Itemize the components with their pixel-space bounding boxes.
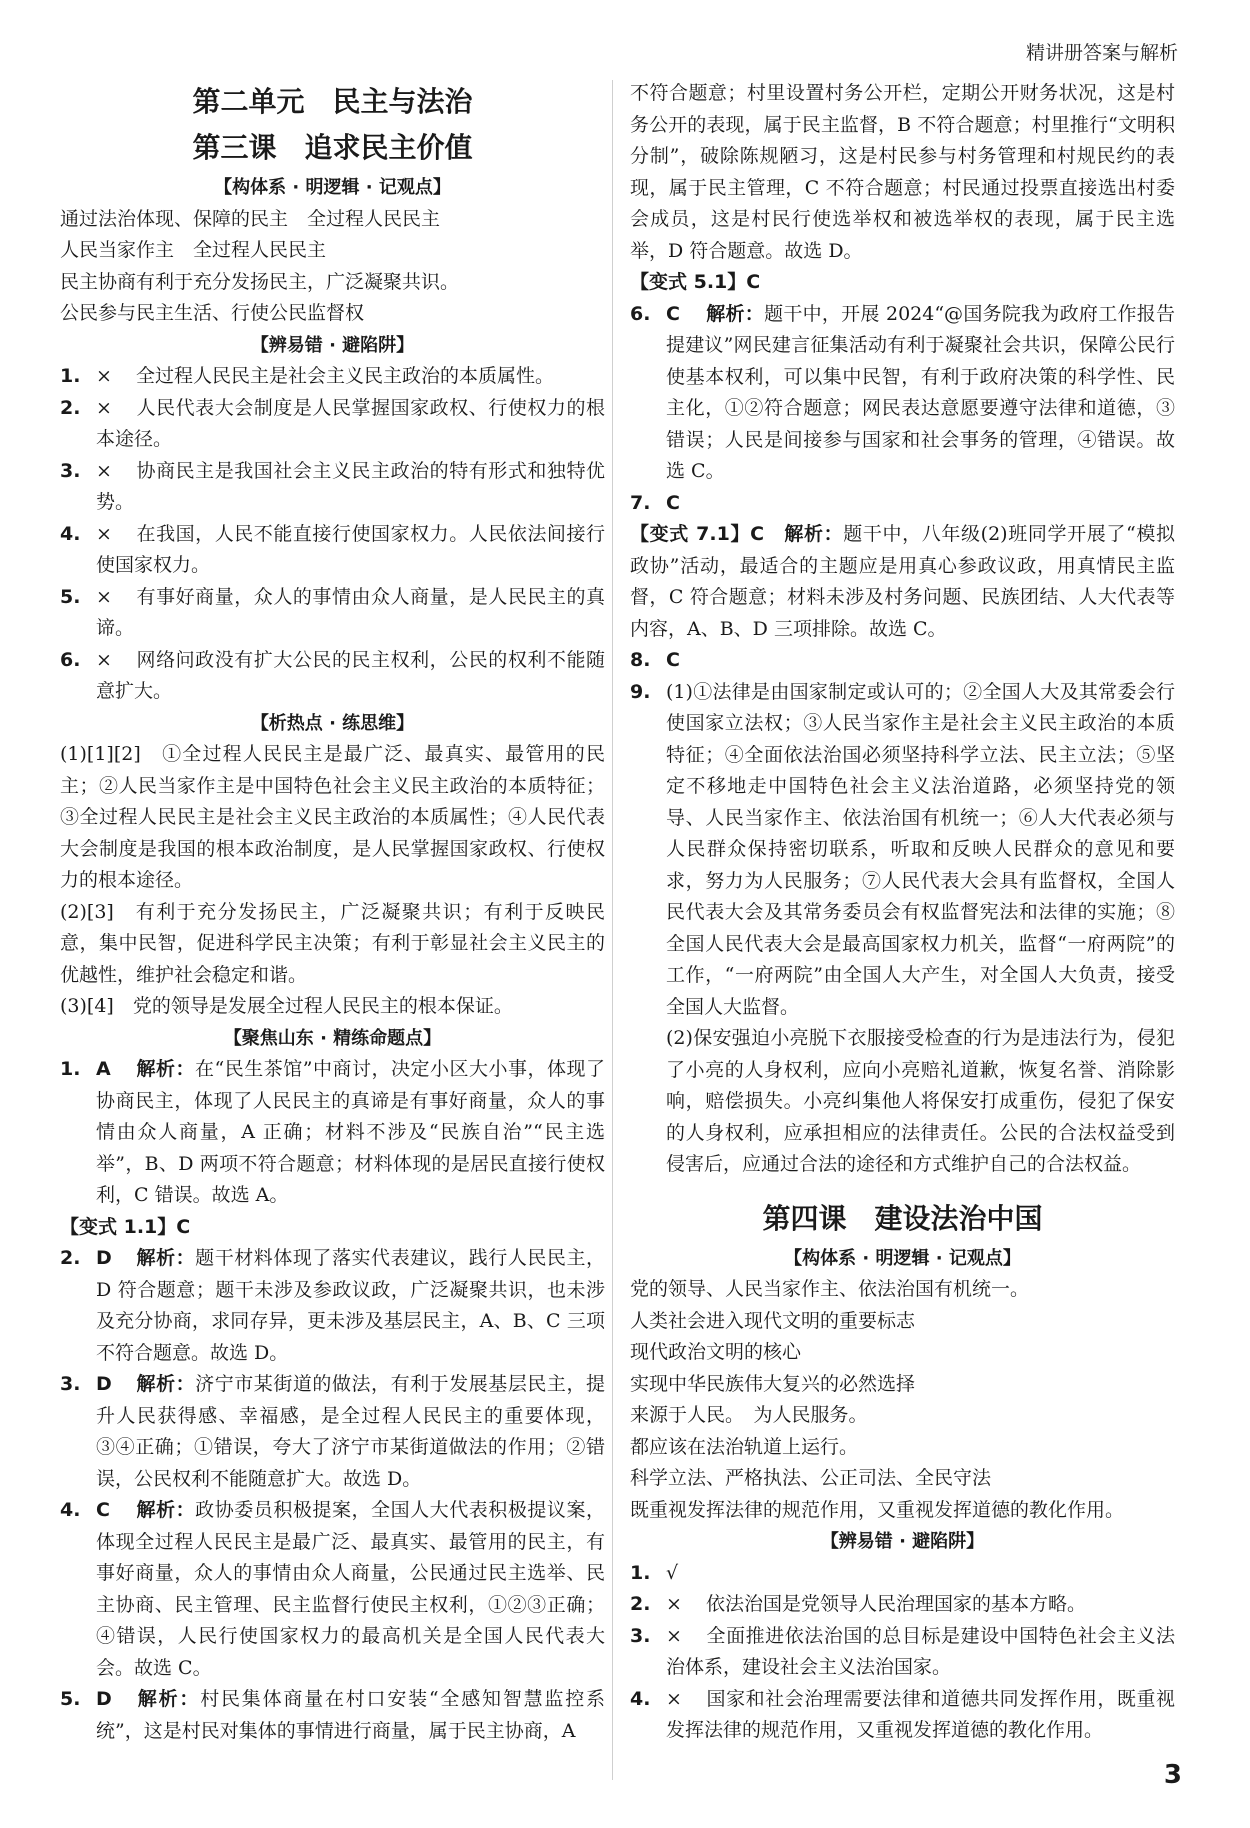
summary-line: 人民当家作主 全过程人民民主 [60,239,327,261]
summary-line: 公民参与民主生活、行使公民监督权 [60,302,365,324]
analysis-label: 解析： [136,1373,196,1395]
error-item [630,1684,1175,1747]
item-number: 2. [630,1593,651,1615]
item-text: 有事好商量，众人的事情由众人商量，是人民民主的真谛。 [96,585,605,639]
answer-item [60,1369,605,1495]
analysis-text: 题干中，八年级(2)班同学开展了“模拟政协”活动，最适合的主题应是用真心参政议政，用真情民主监督，C 符合题意；材料未涉及村务问题、民族团结、人大代表等内容，A、B、D 三项排除。故选 C。 [630,523,1175,640]
error-item [630,1558,1175,1590]
summary-line: 都应该在法治轨道上运行。 [630,1435,859,1458]
analysis-label: 解析： [136,1247,196,1269]
answer-item [630,645,1175,677]
analysis-continued: 不符合题意；村里设置村务公开栏，定期公开财务状况，这是村务公开的表现，属于民主监督，B 不符合题意；村里推行“文明积分制”，破除陈规陋习，这是村民参与村务管理和村规民约的表现，属于民主管理，C 不符合题意；村民通过投票直接选出村委会成员，这是村民行使选举权和被选举权的表现，属于民主选举，D 符合题意。故选 D。 [630,82,1175,262]
item-text: 网络问政没有扩大公民的民主权利，公民的权利不能随意扩大。 [96,648,605,702]
analysis-paragraph: (2)[3] 有利于充分发扬民主，广泛凝聚共识；有利于反映民意，集中民智，促进科学民主决策；有利于彰显社会主义民主的优越性，维护社会稳定和谐。 [60,900,605,986]
answer-item [630,677,1175,1181]
variant-answer: 【变式 1.1】C [60,1215,191,1238]
summary-line: 现代政治文明的核心 [630,1341,802,1363]
error-item [60,393,605,456]
summary-line: 实现中华民族伟大复兴的必然选择 [630,1372,916,1395]
answer-letter: D [96,1688,112,1710]
item-number: 3. [60,459,81,482]
summary-line: 来源于人民。 为人民服务。 [630,1404,868,1426]
lesson-3-title: 第三课 追求民主价值 [192,131,473,164]
error-item [60,519,605,582]
answer-item [630,299,1175,488]
item-number: 5. [60,1688,81,1710]
item-number: 2. [60,396,81,419]
summary-line: 党的领导、人民当家作主、依法治国有机统一。 [630,1278,1030,1300]
section-heading-bianyicuo: 【辨易错 · 避陷阱】 [820,1531,985,1552]
judgement-mark: × [96,365,112,387]
judgement-mark: × [96,522,112,545]
answer-letter: A [96,1058,111,1080]
analysis-text: 济宁市某街道的做法，有利于发展基层民主，提升人民获得感、幸福感，是全过程人民民主的重要体现，③④正确；①错误，夸大了济宁市某街道做法的作用；②错误，公民权利不能随意扩大。故选 D。 [96,1373,605,1490]
judgement-mark: × [96,585,112,608]
judgement-mark: × [96,459,112,482]
answer-item [60,1243,605,1369]
item-number: 3. [60,1373,81,1395]
summary-line: 通过法治体现、保障的民主 全过程人民民主 [60,207,441,230]
answer-paragraph: (1)①法律是由国家制定或认可的；②全国人大及其常委会行使国家立法权；③人民当家作主是社会主义民主政治的本质特征；④全面依法治国必须坚持科学立法、民主立法；⑤坚定不移地走中国特色社会主义法治道路，必须坚持党的领导、人民当家作主、依法治国有机统一；⑥人大代表必须与人民群众保持密切联系，听取和反映人民群众的意见和要求，努力为人民服务；⑦人民代表大会具有监督权，全国人民代表大会及其常务委员会有权监督宪法和法律的实施；⑧全国人民代表大会是最高国家权力机关，监督“一府两院”的工作，“一府两院”由全国人大产生，对全国人大负责，接受全国人大监督。 [666,680,1175,1018]
judgement-mark: × [666,1687,682,1710]
answer-letter: C [666,649,680,671]
error-item [60,645,605,708]
error-item [60,361,605,393]
summary-line: 人类社会进入现代文明的重要标志 [630,1309,916,1332]
analysis-text: 在“民生茶馆”中商讨，决定小区大小事，体现了协商民主，体现了人民民主的真谛是有事好商量，众人的事情由众人商量，A 正确；材料不涉及“民族自治”“民主选举”，B、D 两项不符合题意；材料体现的是居民直接行使权利，C 错误。故选 A。 [96,1058,605,1206]
analysis-text: 政协委员积极提案，全国人大代表积极提议案，体现全过程人民民主是最广泛、最真实、最管用的民主，有事好商量，众人的事情由众人商量，公民通过民主选举、民主协商、民主管理、民主监督行使民主权利，①②③正确；④错误，人民行使国家权力的最高机关是全国人民代表大会。故选 C。 [96,1499,605,1679]
error-item [60,456,605,519]
answer-item [630,488,1175,520]
answer-item [60,1054,605,1212]
variant-answer: 【变式 7.1】C [630,523,765,545]
answer-item [60,1684,605,1747]
error-item [630,1589,1175,1621]
analysis-text: 题干中，开展 2024“@国务院我为政府工作报告提建议”网民建言征集活动有利于凝聚社会共识，保障公民行使基本权利，可以集中民智，有利于政府决策的科学性、民主化，①②符合题意；网民表达意愿要遵守法律和道德，③错误；人民是间接参与国家和社会事务的管理，④错误。故选 C。 [666,302,1175,482]
right-column [630,78,1175,1747]
analysis-label: 解析： [136,1688,201,1710]
item-text: 依法治国是党领导人民治理国家的基本方略。 [706,1593,1087,1615]
analysis-label: 解析： [136,1058,196,1080]
item-number: 7. [630,491,651,514]
answer-item [60,1495,605,1684]
judgement-mark: × [96,396,112,419]
answer-letter: D [96,1373,112,1395]
column-divider [612,80,613,1780]
answer-letter: C [96,1499,110,1521]
item-text: 全过程人民民主是社会主义民主政治的本质属性。 [136,365,555,387]
section-heading-jujiao: 【聚焦山东 · 精练命题点】 [223,1027,442,1049]
summary-line: 民主协商有利于充分发扬民主，广泛凝聚共识。 [60,270,460,293]
judgement-mark: × [666,1624,682,1647]
summary-line: 科学立法、严格执法、公正司法、全民守法 [630,1467,992,1489]
answer-letter: C [666,302,680,325]
analysis-label: 解析： [706,302,765,325]
item-text: 全面推进依法治国的总目标是建设中国特色社会主义法治体系，建设社会主义法治国家。 [666,1624,1175,1678]
section-heading-goutixi: 【构体系 · 明逻辑 · 记观点】 [214,177,451,198]
item-number: 4. [60,1499,81,1521]
item-number: 6. [630,302,651,325]
summary-line: 既重视发挥法律的规范作用，又重视发挥道德的教化作用。 [630,1498,1125,1521]
lesson-4-title: 第四课 建设法治中国 [762,1201,1043,1235]
item-number: 8. [630,649,651,671]
variant-item [630,519,1175,645]
analysis-paragraph: (1)[1][2] ①全过程人民民主是最广泛、最真实、最管用的民主；②人民当家作主是中国特色社会主义民主政治的本质特征；③全过程人民民主是社会主义民主政治的本质属性；④人民代表大会制度是我国的根本政治制度，是人民掌握国家政权、行使权力的根本途径。 [60,743,605,891]
item-number: 4. [630,1687,651,1710]
item-number: 5. [60,585,81,608]
analysis-text: 村民集体商量在村口安装“全感知智慧监控系统”，这是村民对集体的事情进行商量，属于民主协商，A [96,1688,605,1742]
judgement-mark: × [666,1593,682,1615]
item-number: 1. [630,1561,651,1584]
answer-letter: D [96,1247,112,1269]
item-number: 1. [60,1058,81,1080]
answer-letter: C [666,491,680,514]
item-number: 4. [60,522,81,545]
analysis-paragraph: (3)[4] 党的领导是发展全过程人民民主的根本保证。 [60,995,513,1017]
item-text: 国家和社会治理需要法律和道德共同发挥作用，既重视发挥法律的规范作用，又重视发挥道德的教化作用。 [666,1687,1175,1741]
analysis-label: 解析： [784,523,844,545]
page-number: 3 [1163,1760,1182,1790]
error-item [630,1621,1175,1684]
variant-answer: 【变式 5.1】C [630,271,761,293]
item-number: 3. [630,1624,651,1647]
judgement-mark: × [96,648,112,671]
item-number: 1. [60,365,81,387]
item-number: 6. [60,648,81,671]
item-number: 9. [630,680,651,703]
page-header: 精讲册答案与解析 [1025,42,1178,64]
analysis-label: 解析： [136,1499,196,1521]
item-text: 协商民主是我国社会主义民主政治的特有形式和独特优势。 [96,459,605,513]
item-text: 人民代表大会制度是人民掌握国家政权、行使权力的根本途径。 [96,396,605,450]
item-number: 2. [60,1247,81,1269]
section-heading-bianyicuo: 【辨易错 · 避陷阱】 [250,334,415,356]
error-item [60,582,605,645]
item-text: 在我国，人民不能直接行使国家权力。人民依法间接行使国家权力。 [96,522,605,576]
unit-title: 第二单元 民主与法治 [192,85,473,118]
left-column [60,78,605,1747]
section-heading-goutixi: 【构体系 · 明逻辑 · 记观点】 [784,1247,1021,1269]
judgement-mark: √ [666,1561,679,1584]
answer-paragraph: (2)保安强迫小亮脱下衣服接受检查的行为是违法行为，侵犯了小亮的人身权利，应向小亮赔礼道歉，恢复名誉、消除影响，赔偿损失。小亮纠集他人将保安打成重伤，侵犯了保安的人身权利，应承担相应的法律责任。公民的合法权益受到侵害后，应通过合法的途径和方式维护自己的合法权益。 [666,1027,1175,1175]
analysis-text: 题干材料体现了落实代表建议，践行人民民主，D 符合题意；题干未涉及参政议政，广泛凝聚共识，也未涉及充分协商，求同存异，更未涉及基层民主，A、B、C 三项不符合题意。故选 D。 [96,1247,605,1364]
section-heading-xiredian: 【析热点 · 练思维】 [250,712,415,734]
